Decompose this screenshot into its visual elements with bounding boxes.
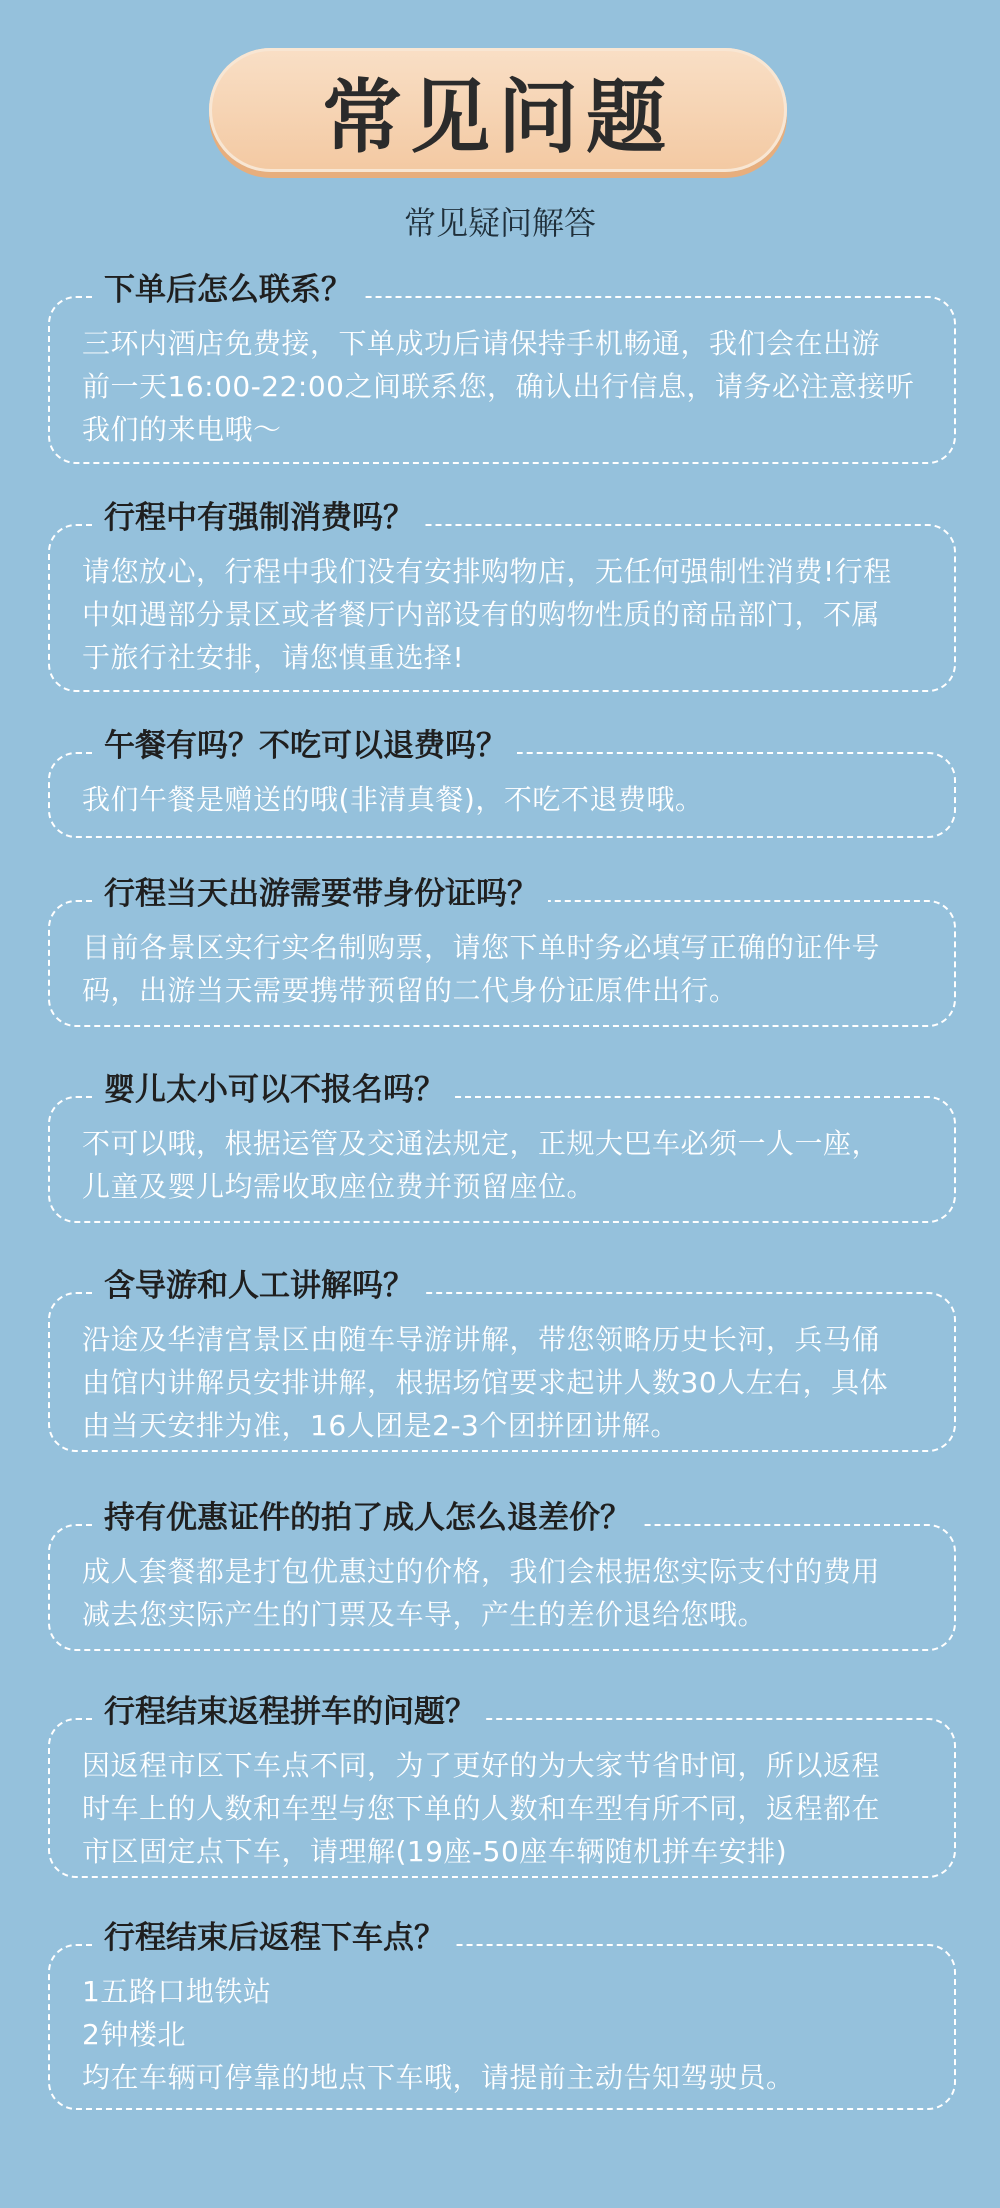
faq-question: 行程当天出游需要带身份证吗？: [94, 872, 548, 916]
faq-item: [48, 1072, 956, 1223]
faq-answer-line: 2钟楼北: [82, 2018, 186, 2051]
faq-answer-line: 1五路口地铁站: [82, 1975, 272, 2008]
faq-question: 婴儿太小可以不报名吗？: [94, 1068, 455, 1112]
page-title: 常见问题: [322, 70, 674, 164]
faq-answer-line: 沿途及华清宫景区由随车导游讲解，带您领略历史长河，兵马俑: [82, 1323, 881, 1356]
faq-question: 含导游和人工讲解吗？: [94, 1264, 424, 1308]
faq-item: [48, 728, 956, 838]
faq-question: 行程结束后返程下车点？: [94, 1916, 455, 1960]
faq-question: 行程结束返程拼车的问题？: [94, 1690, 486, 1734]
faq-answer-line: 中如遇部分景区或者餐厅内部设有的购物性质的商品部门，不属: [82, 598, 881, 631]
faq-answer-line: 于旅行社安排，请您慎重选择!: [82, 641, 465, 674]
faq-answer: [82, 926, 926, 1012]
faq-question: 下单后怎么联系？: [94, 268, 362, 312]
faq-question: 行程中有强制消费吗？: [94, 496, 424, 540]
faq-answer: [82, 322, 926, 451]
faq-answer: [82, 550, 926, 679]
faq-answer-line: 由当天安排为准，16人团是2-3个团拼团讲解。: [82, 1409, 679, 1442]
faq-answer: [82, 1550, 926, 1636]
faq-question: 午餐有吗？不吃可以退费吗？: [94, 724, 517, 768]
faq-answer: [82, 1318, 926, 1447]
faq-answer-line: 市区固定点下车，请理解(19座-50座车辆随机拼车安排): [82, 1835, 788, 1868]
faq-answer-line: 我们的来电哦～: [82, 413, 282, 446]
faq-item: [48, 500, 956, 692]
faq-answer-line: 前一天16:00-22:00之间联系您，确认出行信息，请务必注意接听: [82, 370, 915, 403]
faq-item: [48, 1694, 956, 1878]
faq-item: [48, 272, 956, 464]
faq-answer-line: 目前各景区实行实名制购票，请您下单时务必填写正确的证件号: [82, 931, 881, 964]
faq-answer-line: 时车上的人数和车型与您下单的人数和车型有所不同，返程都在: [82, 1792, 881, 1825]
faq-question: 持有优惠证件的拍了成人怎么退差价？: [94, 1496, 641, 1540]
faq-answer-line: 儿童及婴儿均需收取座位费并预留座位。: [82, 1170, 596, 1203]
faq-answer-line: 我们午餐是赠送的哦(非清真餐)，不吃不退费哦。: [82, 783, 704, 816]
faq-answer-line: 码，出游当天需要携带预留的二代身份证原件出行。: [82, 974, 738, 1007]
faq-item: [48, 876, 956, 1027]
faq-answer-line: 请您放心，行程中我们没有安排购物店，无任何强制性消费!行程: [82, 555, 892, 588]
faq-item: [48, 1920, 956, 2110]
faq-answer-line: 成人套餐都是打包优惠过的价格，我们会根据您实际支付的费用: [82, 1555, 881, 1588]
faq-answer-line: 三环内酒店免费接，下单成功后请保持手机畅通，我们会在出游: [82, 327, 881, 360]
page-subtitle: 常见疑问解答: [403, 204, 596, 242]
faq-answer: [82, 778, 926, 821]
faq-answer-line: 均在车辆可停靠的地点下车哦，请提前主动告知驾驶员。: [82, 2061, 795, 2094]
faq-answer-line: 不可以哦，根据运管及交通法规定，正规大巴车必须一人一座，: [82, 1127, 881, 1160]
faq-answer: [82, 1122, 926, 1208]
faq-answer-line: 因返程市区下车点不同，为了更好的为大家节省时间，所以返程: [82, 1749, 881, 1782]
faq-item: [48, 1500, 956, 1651]
faq-answer: [82, 1744, 926, 1873]
faq-item: [48, 1268, 956, 1452]
title-banner: [209, 48, 787, 172]
faq-answer-line: 减去您实际产生的门票及车导，产生的差价退给您哦。: [82, 1598, 767, 1631]
faq-answer: [82, 1970, 926, 2099]
faq-answer-line: 由馆内讲解员安排讲解，根据场馆要求起讲人数30人左右，具体: [82, 1366, 889, 1399]
